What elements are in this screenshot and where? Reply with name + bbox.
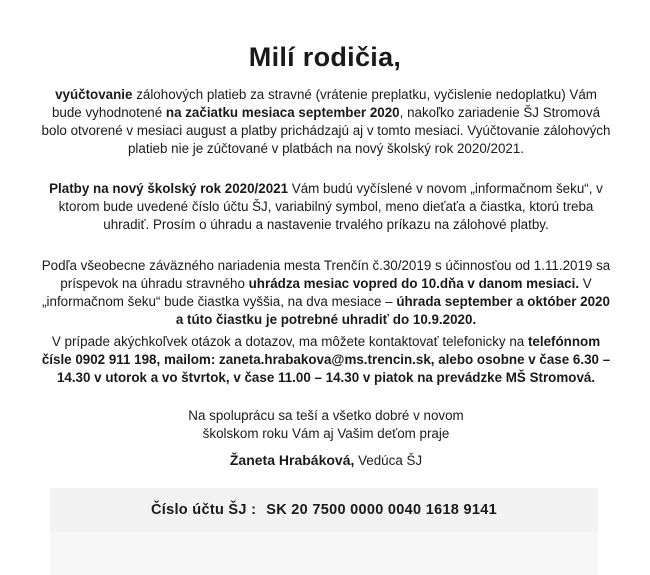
account-iban: SK 20 7500 0000 0040 1618 9141 [266,502,497,518]
text-bold: vyúčtovanie [55,87,133,102]
account-box [50,488,598,532]
paragraph-regulation [40,257,612,329]
closing-line: školskom roku Vám aj Vašim deťom praje [202,426,450,441]
text-bold: na začiatku mesiaca september 2020 [165,105,400,120]
page-title: Milí rodičia, [248,42,402,72]
paragraph-payments [40,180,612,234]
text-bold: uhrádza mesiac vopred do 10.dňa v danom mesiaci. [248,276,580,291]
signature-name: Žaneta Hrabáková, [229,452,355,468]
closing-line: Na spoluprácu sa teší a všetko dobré v novom [188,408,464,423]
paragraph-settlement [40,86,612,158]
text: Vám budú vyčíslené v novom „informačnom šeku“, v ktorom bude uvedené číslo účtu ŠJ, variabilný symbol, meno dieťaťa a čiastka, ktorú treba uhradiť. Prosím o úhradu a nastavenie trvalého príkazu na zálohové platby. [58,181,603,232]
paragraph-contact [40,333,612,387]
signature [40,451,612,470]
text: V prípade akýchkoľvek otázok a dotazov, ma môžete kontaktovať telefonicky na [51,334,528,349]
text-bold: telefónnom čísle 0902 911 198, mailom: zaneta.hrabakova@ms.trencin.sk, alebo osobne v čase 6.30 – 14.30 v utorok a vo štvrtok, v čase 11.00 – 14.30 v piatok na prevádzke MŠ Stromová. [41,334,611,385]
signature-role: Vedúca ŠJ [354,453,423,468]
text-bold: úhrada september a október 2020 a túto čiastku je potrebné uhradiť do 10.9.2020. [175,294,610,327]
text-bold: Platby na nový školský rok 2020/2021 [49,181,289,196]
text: Podľa všeobecne záväzného nariadenia mesta Trenčín č.30/2019 s účinnosťou od 1.11.2019 sa príspevok na úhradu stravného [41,258,611,291]
bottom-margin [50,532,598,575]
text: V „informačnom šeku“ bude čiastka vyššia, na dva mesiace – [42,276,592,309]
text: , nakoľko zariadenie ŠJ Stromová bolo otvorené v mesiaci august a platby prichádzajú aj v tomto mesiaci. Vyúčtovanie zálohových platieb nie je zúčtované v platbách na nový školský rok 2020/2021. [41,105,611,156]
text: zálohových platieb za stravné (vrátenie preplatku, vyčislenie nedoplatku) Vám bude vyhodnotené [51,87,597,120]
account-label: Číslo účtu ŠJ : [151,502,257,518]
closing-text [40,407,612,443]
